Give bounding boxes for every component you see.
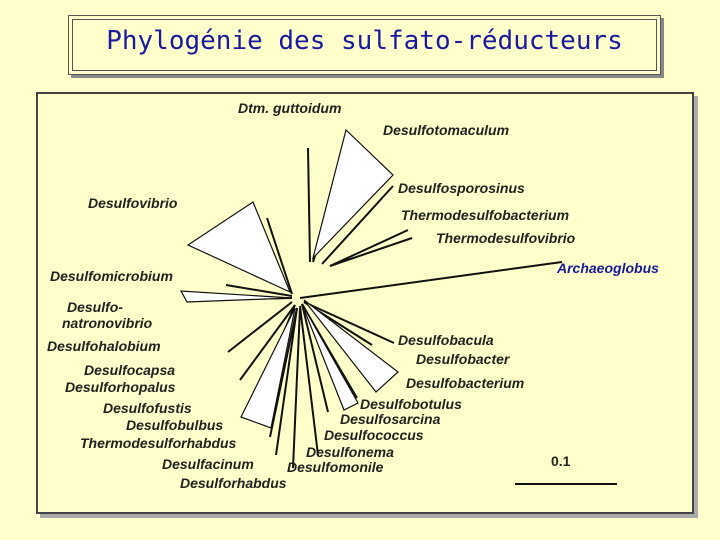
scale-bar: [515, 483, 617, 485]
label-desulfobacterium: Desulfobacterium: [406, 375, 525, 391]
label-desulfonatronovibrio-line1: Desulfo-: [67, 299, 123, 315]
label-desulfomicrobium: Desulfomicrobium: [50, 268, 173, 284]
branch-dtm: [308, 148, 310, 262]
label-desulfosarcina: Desulfosarcina: [340, 411, 441, 427]
label-desulfofustis: Desulfofustis: [103, 400, 192, 416]
label-desulforhopalus: Desulforhopalus: [65, 379, 176, 395]
label-archaeoglobus: Archaeoglobus: [557, 260, 659, 276]
label-desulfococcus: Desulfococcus: [324, 427, 424, 443]
label-desulfohalobium: Desulfohalobium: [47, 338, 161, 354]
branch-archaeoglobus: [300, 262, 562, 298]
label-desulfobulbus: Desulfobulbus: [126, 417, 224, 433]
label-desulfotomaculum: Desulfotomaculum: [383, 122, 510, 138]
label-thermodesulforhabdus: Thermodesulforhabdus: [80, 435, 237, 451]
label-desulfobacter: Desulfobacter: [416, 351, 510, 367]
label-desulfovibrio: Desulfovibrio: [88, 195, 178, 211]
label-desulfonatronovibrio-line2: natronovibrio: [62, 315, 153, 331]
label-dtm-guttoidum: Dtm. guttoidum: [238, 100, 342, 116]
label-thermodesulfovibrio: Thermodesulfovibrio: [436, 230, 576, 246]
label-thermodesulfobacterium: Thermodesulfobacterium: [401, 207, 570, 223]
label-desulfomonile: Desulfomonile: [287, 459, 384, 475]
clade-desulfovibrio: [188, 202, 290, 292]
branch-thermodesulfobacterium: [330, 230, 408, 266]
label-desulfobotulus: Desulfobotulus: [360, 396, 462, 412]
clade-desulfotomaculum: [313, 130, 393, 258]
label-desulfobacula: Desulfobacula: [398, 332, 494, 348]
label-desulfocapsa: Desulfocapsa: [84, 362, 176, 378]
scale-bar-label: 0.1: [551, 453, 571, 469]
label-desulforhabdus: Desulforhabdus: [180, 475, 287, 491]
page-title: Phylogénie des sulfato-réducteurs: [106, 26, 623, 56]
label-desulfacinum: Desulfacinum: [162, 456, 254, 472]
label-desulfosporosinus: Desulfosporosinus: [398, 180, 525, 196]
label-desulfonema: Desulfonema: [306, 444, 394, 460]
